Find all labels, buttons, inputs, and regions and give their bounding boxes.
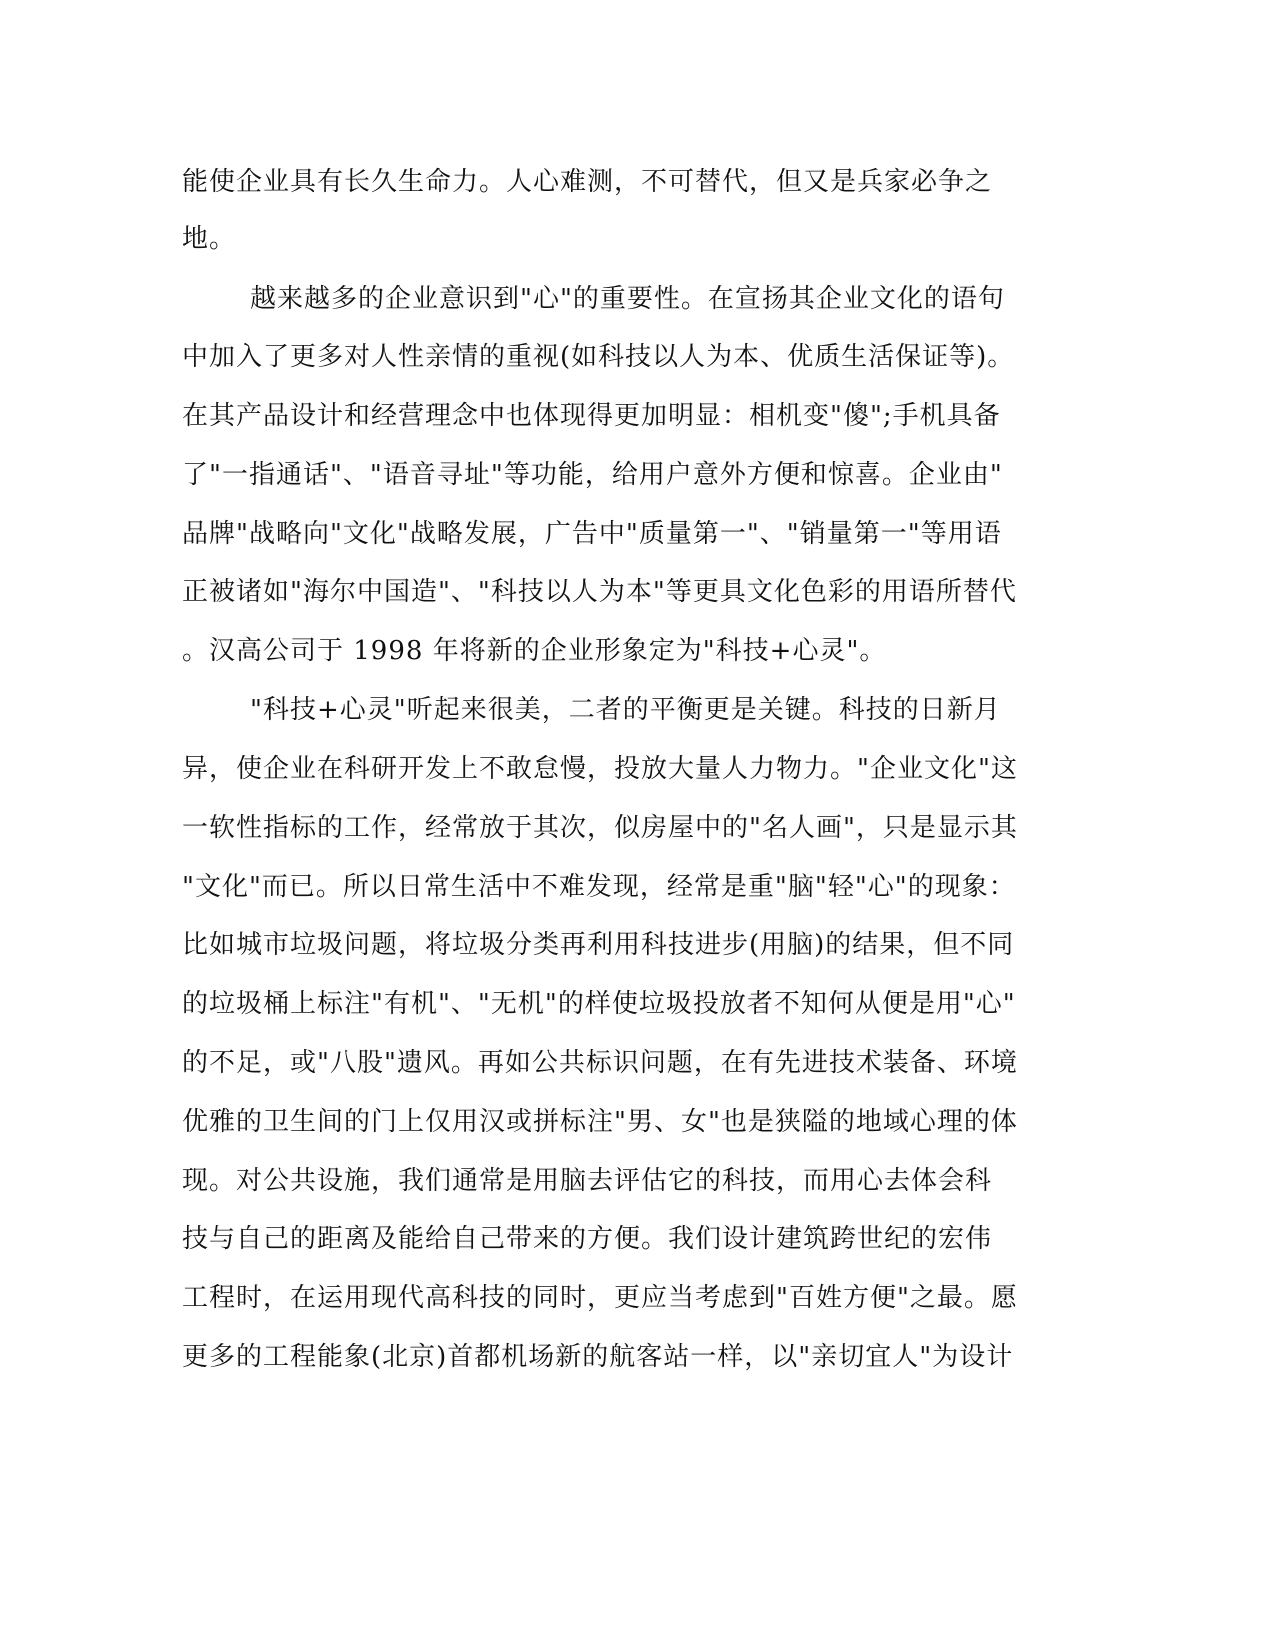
- text-line: 技与自己的距离及能给自己带来的方便。我们设计建筑跨世纪的宏伟: [182, 1224, 993, 1254]
- text-line: 工程时，在运用现代高科技的同时，更应当考虑到"百姓方便"之最。愿: [182, 1283, 1018, 1313]
- text-line: 正被诸如"海尔中国造"、"科技以人为本"等更具文化色彩的用语所替代: [182, 577, 1017, 607]
- text-line: 的垃圾桶上标注"有机"、"无机"的样使垃圾投放者不知何从便是用"心": [182, 989, 1016, 1019]
- text-line: 品牌"战略向"文化"战略发展，广告中"质量第一"、"销量第一"等用语: [182, 519, 1002, 549]
- paragraph-start-line: "科技+心灵"听起来很美，二者的平衡更是关键。科技的日新月: [250, 695, 1001, 725]
- text-line: 能使企业具有长久生命力。人心难测，不可替代，但又是兵家必争之: [182, 167, 993, 197]
- text-line: 中加入了更多对人性亲情的重视(如科技以人为本、优质生活保证等)。: [182, 342, 1015, 372]
- text-line: 一软性指标的工作，经常放于其次，似房屋中的"名人画"，只是显示其: [182, 813, 1018, 843]
- text-line: 了"一指通话"、"语音寻址"等功能，给用户意外方便和惊喜。企业由": [182, 460, 1003, 490]
- text-line: 优雅的卫生间的门上仅用汉或拼标注"男、女"也是狭隘的地域心理的体: [182, 1107, 1018, 1137]
- text-line: 异，使企业在科研开发上不敢怠慢，投放大量人力物力。"企业文化"这: [182, 754, 1018, 784]
- text-line: 。汉高公司于 1998 年将新的企业形象定为"科技+心灵"。: [182, 636, 887, 666]
- text-line: 现。对公共设施，我们通常是用脑去评估它的科技，而用心去体会科: [182, 1166, 993, 1196]
- text-line: 在其产品设计和经营理念中也体现得更加明显：相机变"傻";手机具备: [182, 401, 1001, 431]
- paragraph-start-line: 越来越多的企业意识到"心"的重要性。在宣扬其企业文化的语句: [250, 284, 1005, 314]
- text-line: "文化"而已。所以日常生活中不难发现，经常是重"脑"轻"心"的现象：: [182, 872, 1016, 902]
- text-line: 地。: [182, 224, 237, 254]
- text-line: 更多的工程能象(北京)首都机场新的航客站一样，以"亲切宜人"为设计: [182, 1342, 1014, 1372]
- text-line: 的不足，或"八股"遗风。再如公共标识问题，在有先进技术装备、环境: [182, 1048, 1018, 1078]
- text-line: 比如城市垃圾问题，将垃圾分类再利用科技进步(用脑)的结果，但不同: [182, 930, 1015, 960]
